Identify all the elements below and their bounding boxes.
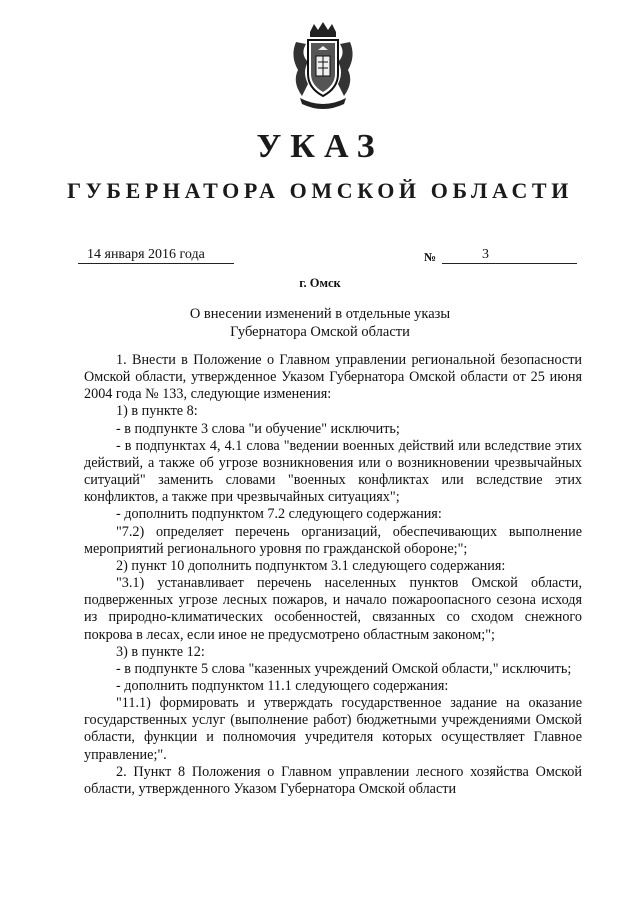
decree-subject — [0, 305, 640, 341]
decree-date: 14 января 2016 года — [78, 247, 234, 264]
paragraph: 2) пункт 10 дополнить подпунктом 3.1 следующего содержания: — [116, 557, 506, 574]
decree-number-field — [442, 247, 577, 264]
paragraph: "3.1) устанавливает перечень населенных пунктов Омской области, подверженных угрозе лесных пожаров, и начало пожароопасного сезона исходя из природно-климатических особенностей, связанных со сходом снежного покрова в лесах, если иное не предусмотрено областным законом;"; — [84, 575, 582, 643]
number-label: № — [424, 250, 437, 264]
paragraph: 2. Пункт 8 Положения о Главном управлении лесного хозяйства Омской области, утвержденного Указом Губернатора Омской области — [84, 763, 582, 797]
paragraph: - дополнить подпунктом 11.1 следующего содержания: — [116, 677, 449, 694]
paragraph: - в подпункте 5 слова "казенных учреждений Омской области," исключить; — [116, 660, 572, 677]
paragraph: 1) в пункте 8: — [116, 403, 198, 420]
paragraph: - дополнить подпунктом 7.2 следующего содержания: — [116, 506, 442, 523]
paragraph: "11.1) формировать и утверждать государственное задание на оказание государственных услуг (выполнение работ) бюджетными учреждениями Омской области, функции и полномочия учредителя которых осуществляет Главное управление;". — [84, 695, 582, 763]
subject-line-1: О внесении изменений в отдельные указы — [189, 306, 451, 322]
paragraph: - в подпунктах 4, 4.1 слова "ведении военных действий или вследствие этих действий, а также об угрозе возникновения или о возникновении чрезвычайных ситуаций" заменить словами "военных конфликтах или вследствие этих конфликтов, а также при чрезвычайных ситуациях"; — [84, 437, 582, 506]
paragraph: "7.2) определяет перечень организаций, обеспечивающих выполнение мероприятий регионального уровня по гражданской обороне;"; — [84, 523, 582, 557]
decree-body — [84, 352, 582, 798]
paragraph: 3) в пункте 12: — [116, 643, 205, 660]
decree-subtitle: ГУБЕРНАТОРА ОМСКОЙ ОБЛАСТИ — [67, 178, 573, 203]
paragraph: 1. Внести в Положение о Главном управлении региональной безопасности Омской области, утвержденное Указом Губернатора Омской области от 25 июня 2004 года № 133, следующие изменения: — [84, 352, 582, 403]
decree-number: 3 — [482, 247, 489, 262]
subject-line-2: Губернатора Омской области — [230, 324, 410, 340]
coat-of-arms-omsk-icon — [288, 22, 358, 110]
paragraph: - в подпункте 3 слова "и обучение" исключить; — [116, 420, 400, 437]
city: г. Омск — [299, 276, 341, 290]
decree-title: УКАЗ — [256, 128, 384, 165]
